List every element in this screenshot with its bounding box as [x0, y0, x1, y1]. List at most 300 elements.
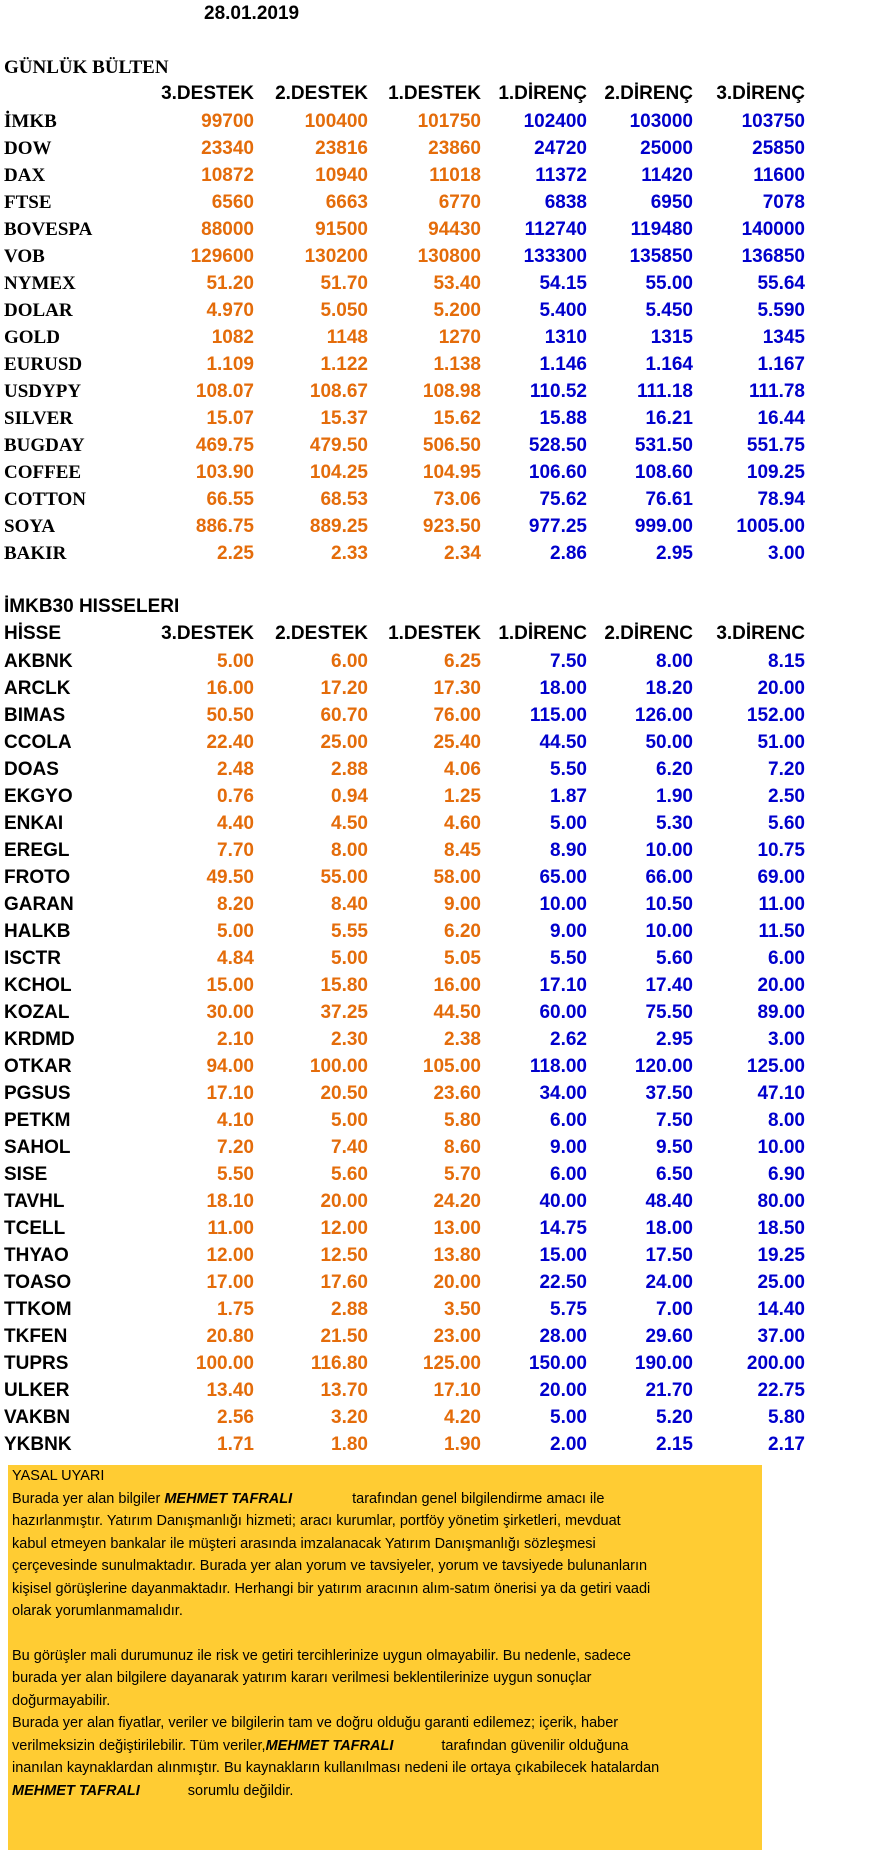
level-value: 7.50	[656, 1110, 693, 1131]
instrument-name: DOLAR	[4, 300, 73, 321]
instrument-name: BUGDAY	[4, 435, 85, 456]
level-value: 1345	[762, 327, 805, 348]
level-value: 2.95	[656, 1029, 693, 1050]
table-row	[0, 1134, 882, 1161]
level-value: 108.60	[634, 462, 693, 483]
legal-title: YASAL UYARI	[12, 1468, 105, 1484]
level-value: 2.30	[331, 1029, 368, 1050]
table-row	[0, 648, 882, 675]
legal-line: inanılan kaynaklardan alınmıştır. Bu kaynakların kullanılması nedeni ile ortaya çıkabilecek hatalardan	[12, 1760, 660, 1776]
level-value: 13.40	[206, 1380, 254, 1401]
level-value: 66.55	[206, 489, 254, 510]
level-value: 8.00	[768, 1110, 805, 1131]
level-value: 18.10	[206, 1191, 254, 1212]
level-value: 551.75	[746, 435, 805, 456]
level-value: 135850	[629, 246, 693, 267]
level-value: 37.25	[320, 1002, 368, 1023]
level-value: 125.00	[422, 1353, 481, 1374]
level-value: 2.00	[550, 1434, 587, 1455]
level-value: 8.40	[331, 894, 368, 915]
level-value: 1.75	[217, 1299, 254, 1320]
instrument-name: DOAS	[4, 759, 59, 780]
level-value: 102400	[523, 111, 587, 132]
level-value: 889.25	[309, 516, 368, 537]
level-value: 9.00	[550, 1137, 587, 1158]
table-row	[0, 162, 882, 189]
legal-text: tarafından genel bilgilendirme amacı ile	[352, 1490, 605, 1507]
level-value: 9.00	[444, 894, 481, 915]
level-value: 5.050	[320, 300, 368, 321]
instrument-name: VAKBN	[4, 1407, 71, 1428]
level-value: 3.00	[768, 543, 805, 564]
level-value: 1.25	[444, 786, 481, 807]
table-row	[0, 1080, 882, 1107]
level-value: 2.25	[217, 543, 254, 564]
level-value: 51.20	[206, 273, 254, 294]
level-value: 5.80	[444, 1110, 481, 1131]
level-value: 1.109	[206, 354, 254, 375]
level-value: 152.00	[746, 705, 805, 726]
instrument-name: EKGYO	[4, 786, 73, 807]
level-value: 20.50	[320, 1083, 368, 1104]
instrument-name: FTSE	[4, 192, 52, 213]
column-header: 1.DESTEK	[388, 83, 481, 104]
instrument-name: SISE	[4, 1164, 48, 1185]
legal-line: çerçevesinde sunulmaktadır. Burada yer alan yorum ve tavsiyeler, yorum ve tavsiyede bulunanların	[12, 1558, 648, 1574]
level-value: 4.06	[444, 759, 481, 780]
level-value: 40.00	[539, 1191, 587, 1212]
level-value: 25.00	[757, 1272, 805, 1293]
level-value: 1.138	[433, 354, 481, 375]
level-value: 15.07	[206, 408, 254, 429]
level-value: 20.00	[320, 1191, 368, 1212]
level-value: 8.00	[656, 651, 693, 672]
level-value: 1.146	[539, 354, 587, 375]
level-value: 17.60	[320, 1272, 368, 1293]
level-value: 150.00	[528, 1353, 587, 1374]
level-value: 14.40	[757, 1299, 805, 1320]
instrument-name: OTKAR	[4, 1056, 72, 1077]
level-value: 17.40	[645, 975, 693, 996]
instrument-name: FROTO	[4, 867, 71, 888]
table-row	[0, 810, 882, 837]
level-value: 68.53	[320, 489, 368, 510]
instrument-name: BIMAS	[4, 705, 66, 726]
level-value: 6.50	[656, 1164, 693, 1185]
level-value: 5.60	[656, 948, 693, 969]
legal-text: Burada yer alan bilgiler	[12, 1490, 161, 1507]
level-value: 6663	[325, 192, 368, 213]
level-value: 11372	[535, 165, 587, 186]
level-value: 5.00	[550, 813, 587, 834]
level-value: 16.21	[645, 408, 693, 429]
level-value: 4.84	[217, 948, 254, 969]
level-value: 13.80	[433, 1245, 481, 1266]
level-value: 2.50	[768, 786, 805, 807]
instrument-name: SAHOL	[4, 1137, 71, 1158]
level-value: 190.00	[634, 1353, 693, 1374]
level-value: 105.00	[422, 1056, 481, 1077]
level-value: 10.75	[757, 840, 805, 861]
level-value: 24720	[534, 138, 587, 159]
level-value: 51.00	[757, 732, 805, 753]
level-value: 11.50	[758, 921, 805, 942]
level-value: 22.50	[539, 1272, 587, 1293]
level-value: 10940	[315, 165, 368, 186]
level-value: 1.164	[645, 354, 693, 375]
level-value: 5.70	[444, 1164, 481, 1185]
table-row	[0, 837, 882, 864]
level-value: 2.10	[217, 1029, 254, 1050]
instrument-name: NYMEX	[4, 273, 76, 294]
instrument-name: COTTON	[4, 489, 87, 510]
column-header: 2.DİRENC	[604, 623, 693, 644]
level-value: 5.80	[768, 1407, 805, 1428]
level-value: 50.50	[206, 705, 254, 726]
level-value: 506.50	[422, 435, 481, 456]
table-row	[0, 1431, 882, 1458]
bulletin-date: 28.01.2019	[204, 3, 300, 24]
level-value: 18.00	[645, 1218, 693, 1239]
level-value: 108.98	[422, 381, 481, 402]
level-value: 2.86	[550, 543, 587, 564]
level-value: 115.00	[529, 705, 587, 726]
level-value: 5.55	[331, 921, 368, 942]
level-value: 11.00	[207, 1218, 254, 1239]
level-value: 3.20	[331, 1407, 368, 1428]
level-value: 15.37	[320, 408, 368, 429]
level-value: 5.00	[331, 1110, 368, 1131]
level-value: 101750	[417, 111, 481, 132]
level-value: 22.40	[206, 732, 254, 753]
level-value: 5.05	[444, 948, 481, 969]
level-value: 50.00	[645, 732, 693, 753]
level-value: 12.50	[320, 1245, 368, 1266]
level-value: 120.00	[634, 1056, 693, 1077]
instrument-name: İMKB	[4, 111, 57, 132]
level-value: 999.00	[634, 516, 693, 537]
table-row	[0, 1026, 882, 1053]
level-value: 2.62	[550, 1029, 587, 1050]
level-value: 78.94	[757, 489, 805, 510]
level-value: 6560	[211, 192, 254, 213]
column-header: 2.DESTEK	[275, 623, 368, 644]
level-value: 2.56	[217, 1407, 254, 1428]
level-value: 5.00	[217, 921, 254, 942]
legal-line: olarak yorumlanmamalıdır.	[12, 1603, 183, 1619]
level-value: 104.95	[422, 462, 481, 483]
instrument-name: BOVESPA	[4, 219, 93, 240]
level-value: 886.75	[195, 516, 254, 537]
level-value: 100.00	[195, 1353, 254, 1374]
level-value: 8.60	[444, 1137, 481, 1158]
instrument-name: BAKIR	[4, 543, 67, 564]
table-row	[0, 432, 882, 459]
level-value: 20.00	[433, 1272, 481, 1293]
level-value: 1.167	[757, 354, 805, 375]
level-value: 23340	[201, 138, 254, 159]
level-value: 1.80	[331, 1434, 368, 1455]
level-value: 75.62	[539, 489, 587, 510]
level-value: 7.50	[550, 651, 587, 672]
level-value: 53.40	[433, 273, 481, 294]
level-value: 17.30	[433, 678, 481, 699]
level-value: 133300	[523, 246, 587, 267]
instrument-name: PETKM	[4, 1110, 71, 1131]
level-value: 108.67	[309, 381, 368, 402]
table-row	[0, 270, 882, 297]
level-value: 17.10	[206, 1083, 254, 1104]
table-header-row	[0, 620, 882, 647]
level-value: 20.80	[206, 1326, 254, 1347]
level-value: 136850	[741, 246, 805, 267]
level-value: 34.00	[539, 1083, 587, 1104]
level-value: 17.10	[539, 975, 587, 996]
instrument-name: TCELL	[4, 1218, 66, 1239]
level-value: 1.90	[444, 1434, 481, 1455]
level-value: 17.10	[433, 1380, 481, 1401]
level-value: 528.50	[528, 435, 587, 456]
instrument-name: CCOLA	[4, 732, 72, 753]
level-value: 8.45	[444, 840, 481, 861]
level-value: 9.00	[550, 921, 587, 942]
instrument-name: ISCTR	[4, 948, 61, 969]
table-row	[0, 945, 882, 972]
level-value: 103750	[741, 111, 805, 132]
level-value: 100.00	[309, 1056, 368, 1077]
level-value: 55.00	[645, 273, 693, 294]
level-value: 25.40	[433, 732, 481, 753]
legal-line: Burada yer alan fiyatlar, veriler ve bilgilerin tam ve doğru olduğu garanti edilemez; içerik, haber	[12, 1715, 619, 1731]
level-value: 6950	[650, 192, 693, 213]
level-value: 7.20	[768, 759, 805, 780]
level-value: 1082	[211, 327, 254, 348]
level-value: 1.90	[656, 786, 693, 807]
level-value: 977.25	[528, 516, 587, 537]
table-row	[0, 216, 882, 243]
level-value: 22.75	[757, 1380, 805, 1401]
instrument-name: GOLD	[4, 327, 60, 348]
level-value: 9.50	[656, 1137, 693, 1158]
level-value: 47.10	[757, 1083, 805, 1104]
level-value: 15.62	[433, 408, 481, 429]
column-header: 1.DİRENÇ	[498, 83, 587, 104]
table-row	[0, 891, 882, 918]
level-value: 6.90	[768, 1164, 805, 1185]
level-value: 91500	[315, 219, 368, 240]
level-value: 23.00	[433, 1326, 481, 1347]
level-value: 3.00	[768, 1029, 805, 1050]
level-value: 4.20	[444, 1407, 481, 1428]
level-value: 17.00	[206, 1272, 254, 1293]
legal-line	[12, 1735, 758, 1758]
level-value: 0.94	[331, 786, 368, 807]
column-header: 2.DESTEK	[275, 83, 368, 104]
level-value: 55.64	[757, 273, 805, 294]
level-value: 29.60	[645, 1326, 693, 1347]
table-row	[0, 729, 882, 756]
section2-title: İMKB30 HISSELERI	[4, 596, 180, 617]
level-value: 76.00	[433, 705, 481, 726]
instrument-name: THYAO	[4, 1245, 69, 1266]
level-value: 5.590	[757, 300, 805, 321]
level-value: 8.00	[331, 840, 368, 861]
level-value: 130800	[417, 246, 481, 267]
level-value: 119480	[630, 219, 693, 240]
level-value: 111.78	[748, 381, 805, 402]
level-value: 2.17	[768, 1434, 805, 1455]
level-value: 1310	[544, 327, 587, 348]
level-value: 88000	[201, 219, 254, 240]
level-value: 1.71	[217, 1434, 254, 1455]
level-value: 4.40	[217, 813, 254, 834]
level-value: 5.450	[645, 300, 693, 321]
table-row	[0, 1215, 882, 1242]
instrument-name: KOZAL	[4, 1002, 70, 1023]
level-value: 126.00	[634, 705, 693, 726]
level-value: 21.70	[645, 1380, 693, 1401]
level-value: 19.25	[757, 1245, 805, 1266]
level-value: 5.50	[550, 759, 587, 780]
legal-line: kabul etmeyen bankalar ile müşteri arasında imzalanacak Yatırım Danışmanlığı sözleşmesi	[12, 1535, 596, 1552]
level-value: 5.00	[550, 1407, 587, 1428]
table-row	[0, 1269, 882, 1296]
level-value: 25850	[752, 138, 805, 159]
level-value: 103000	[629, 111, 693, 132]
level-value: 6.00	[550, 1110, 587, 1131]
instrument-name: SOYA	[4, 516, 56, 537]
table-row	[0, 864, 882, 891]
instrument-name: VOB	[4, 246, 45, 267]
column-header: 1.DESTEK	[388, 623, 481, 644]
table-row	[0, 1161, 882, 1188]
level-value: 11018	[429, 165, 481, 186]
level-value: 200.00	[746, 1353, 805, 1374]
level-value: 37.50	[645, 1083, 693, 1104]
level-value: 60.70	[320, 705, 368, 726]
level-value: 80.00	[757, 1191, 805, 1212]
table-row	[0, 243, 882, 270]
level-value: 24.00	[645, 1272, 693, 1293]
level-value: 108.07	[195, 381, 254, 402]
level-value: 10872	[201, 165, 254, 186]
level-value: 10.00	[645, 921, 693, 942]
instrument-name: GARAN	[4, 894, 74, 915]
level-value: 2.33	[331, 543, 368, 564]
instrument-name: PGSUS	[4, 1083, 71, 1104]
legal-line	[12, 1780, 758, 1803]
level-value: 6770	[438, 192, 481, 213]
level-value: 469.75	[195, 435, 254, 456]
table-row	[0, 405, 882, 432]
table-row	[0, 297, 882, 324]
level-value: 116.80	[310, 1353, 368, 1374]
instrument-name: KCHOL	[4, 975, 72, 996]
level-value: 5.400	[539, 300, 587, 321]
level-value: 15.88	[539, 408, 587, 429]
level-value: 100400	[304, 111, 368, 132]
level-value: 923.50	[422, 516, 481, 537]
level-value: 110.52	[529, 381, 587, 402]
level-value: 5.50	[550, 948, 587, 969]
level-value: 7.40	[331, 1137, 368, 1158]
instrument-name: SILVER	[4, 408, 74, 429]
level-value: 2.38	[444, 1029, 481, 1050]
level-value: 10.50	[645, 894, 693, 915]
level-value: 13.00	[433, 1218, 481, 1239]
level-value: 4.50	[331, 813, 368, 834]
table-row	[0, 486, 882, 513]
level-value: 2.15	[656, 1434, 693, 1455]
level-value: 103.90	[195, 462, 254, 483]
level-value: 18.20	[645, 678, 693, 699]
level-value: 11.00	[758, 894, 805, 915]
instrument-name: EURUSD	[4, 354, 83, 375]
author-name: MEHMET TAFRALI	[12, 1782, 140, 1799]
level-value: 11420	[641, 165, 693, 186]
table-row	[0, 189, 882, 216]
table-row	[0, 783, 882, 810]
level-value: 18.00	[539, 678, 587, 699]
level-value: 75.50	[645, 1002, 693, 1023]
level-value: 130200	[304, 246, 368, 267]
level-value: 6.25	[444, 651, 481, 672]
instrument-name: ARCLK	[4, 678, 71, 699]
instrument-name: TUPRS	[4, 1353, 69, 1374]
table-row	[0, 918, 882, 945]
table-row	[0, 1377, 882, 1404]
level-value: 140000	[741, 219, 805, 240]
level-value: 14.75	[539, 1218, 587, 1239]
level-value: 54.15	[539, 273, 587, 294]
level-value: 99700	[201, 111, 254, 132]
level-value: 7.70	[217, 840, 254, 861]
legal-text: sorumlu değildir.	[187, 1782, 294, 1799]
table-row	[0, 1296, 882, 1323]
legal-line: Bu görüşler mali durumunuz ile risk ve getiri tercihlerinize uygun olmayabilir. Bu nedenle, sadece	[12, 1647, 631, 1664]
level-value: 112740	[524, 219, 587, 240]
level-value: 60.00	[539, 1002, 587, 1023]
level-value: 12.00	[206, 1245, 254, 1266]
level-value: 28.00	[539, 1326, 587, 1347]
level-value: 531.50	[634, 435, 693, 456]
legal-line	[12, 1488, 758, 1511]
level-value: 6.00	[550, 1164, 587, 1185]
level-value: 8.20	[217, 894, 254, 915]
level-value: 17.20	[320, 678, 368, 699]
level-value: 4.970	[206, 300, 254, 321]
level-value: 129600	[190, 246, 254, 267]
level-value: 118.00	[529, 1056, 587, 1077]
level-value: 66.00	[645, 867, 693, 888]
level-value: 5.60	[331, 1164, 368, 1185]
level-value: 1148	[326, 327, 368, 348]
table-row	[0, 1053, 882, 1080]
level-value: 5.00	[217, 651, 254, 672]
level-value: 3.50	[444, 1299, 481, 1320]
table-row	[0, 108, 882, 135]
level-value: 6.00	[331, 651, 368, 672]
level-value: 15.00	[539, 1245, 587, 1266]
level-value: 15.80	[320, 975, 368, 996]
table-row	[0, 702, 882, 729]
level-value: 76.61	[645, 489, 693, 510]
table-row	[0, 459, 882, 486]
level-value: 4.10	[217, 1110, 254, 1131]
column-header: HİSSE	[4, 623, 62, 644]
level-value: 18.50	[757, 1218, 805, 1239]
level-value: 8.90	[550, 840, 587, 861]
